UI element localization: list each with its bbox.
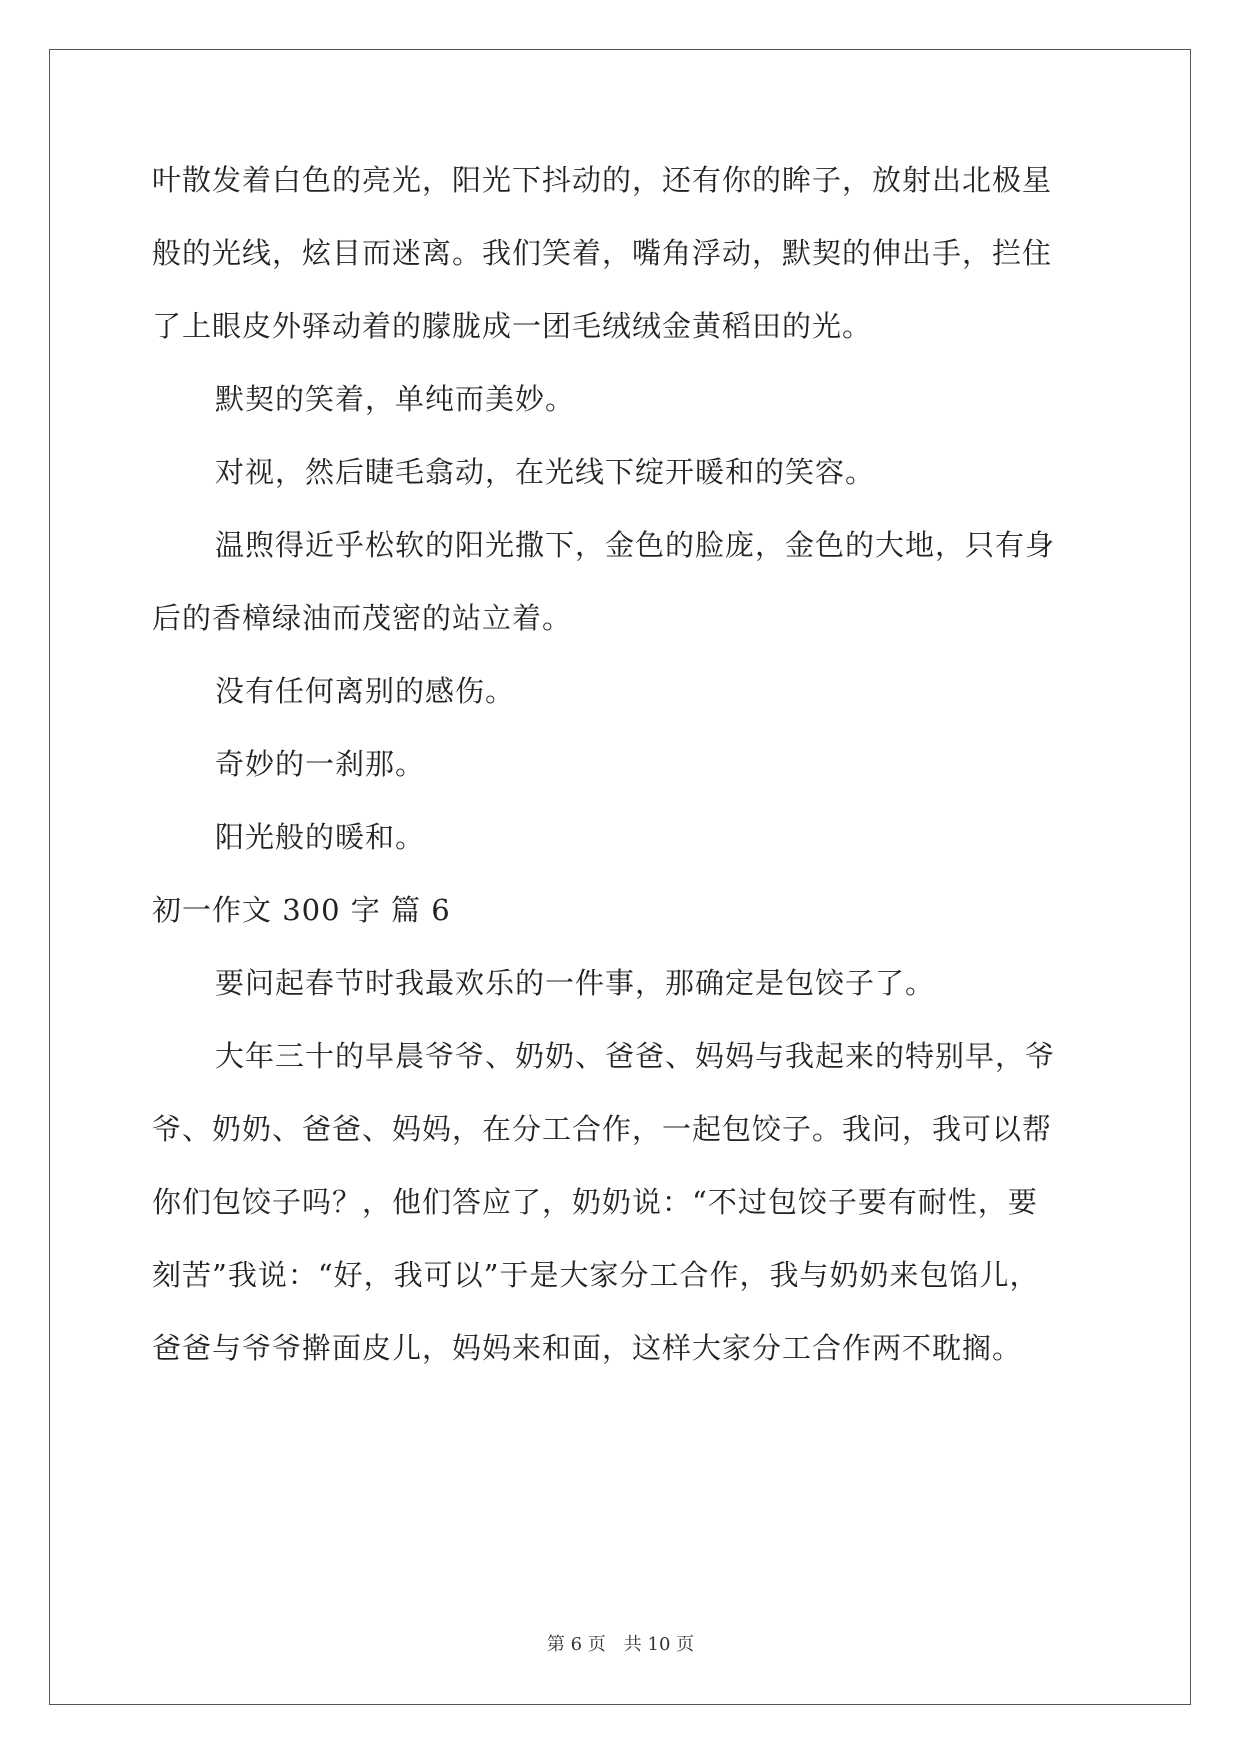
paragraph-line: 爸爸与爷爷擀面皮儿，妈妈来和面，这样大家分工合作两不耽搁。: [152, 1331, 1023, 1365]
page-number: 第 6 页: [546, 1634, 606, 1655]
paragraph-line: 后的香樟绿油而茂密的站立着。: [152, 601, 573, 635]
paragraph-line: 刻苦”我说：“好，我可以”于是大家分工合作，我与奶奶来包馅儿，: [152, 1258, 1040, 1292]
paragraph-line: 爷、奶奶、爸爸、妈妈，在分工合作，一起包饺子。我问，我可以帮: [152, 1112, 1053, 1146]
page-footer: [0, 1633, 1241, 1657]
paragraph-line: 大年三十的早晨爷爷、奶奶、爸爸、妈妈与我起来的特别早，爷: [215, 1039, 1056, 1073]
paragraph-line: 奇妙的一刹那。: [215, 747, 426, 781]
paragraph-line: 默契的笑着，单纯而美妙。: [215, 382, 576, 416]
section-heading: 初一作文 300 字 篇 6: [152, 893, 451, 927]
page-border: [49, 49, 1191, 1705]
paragraph-line: 阳光般的暖和。: [215, 820, 426, 854]
paragraph-line: 没有任何离别的感伤。: [215, 674, 516, 708]
paragraph-line: 你们包饺子吗？，他们答应了，奶奶说：“不过包饺子要有耐性，要: [152, 1185, 1038, 1219]
paragraph-line: 叶散发着白色的亮光，阳光下抖动的，还有你的眸子，放射出北极星: [152, 163, 1053, 197]
paragraph-line: 般的光线，炫目而迷离。我们笑着，嘴角浮动，默契的伸出手，拦住: [152, 236, 1053, 270]
page-total: 共 10 页: [623, 1634, 695, 1655]
paragraph-line: 对视，然后睫毛翕动，在光线下绽开暖和的笑容。: [215, 455, 876, 489]
paragraph-line: 了上眼皮外驿动着的朦胧成一团毛绒绒金黄稻田的光。: [152, 309, 873, 343]
paragraph-line: 要问起春节时我最欢乐的一件事，那确定是包饺子了。: [215, 966, 936, 1000]
paragraph-line: 温煦得近乎松软的阳光撒下，金色的脸庞，金色的大地，只有身: [215, 528, 1056, 562]
